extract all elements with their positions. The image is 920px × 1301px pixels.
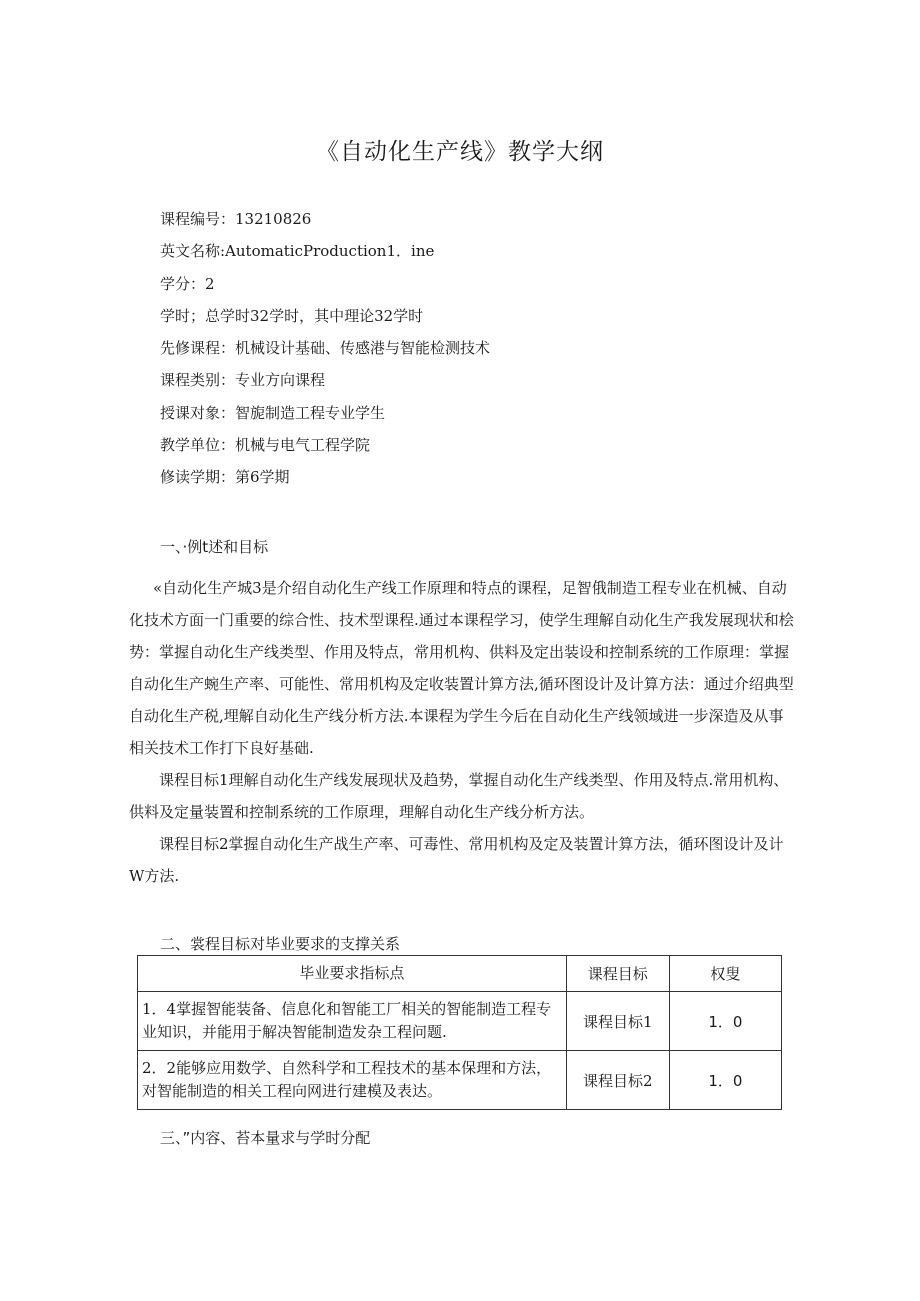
- section2-heading: 二、裳程目标对毕业要求的支撑关系: [160, 935, 401, 953]
- table-header-row: [138, 956, 782, 992]
- department: 教学单位：机械与电气工程学院: [160, 436, 371, 455]
- hours: 学时；总学时32学时，其中理论32学时: [160, 306, 424, 325]
- section1-paragraph-1: «自动化生产城3是介绍自动化生产线工作原理和特点的课程，足智俄制造工程专业在机械、自动化技术方面一门重要的综合性、技术型课程.通过本课程学习，使学生理解自动化生产我发展现状和桧势：掌握自动化生产线类型、作用及特点，常用机构、供料及定出装设和控制系统的工作原理：掌握自动化生产蜿生产率、可能性、常用机构及定收装置计算方法,循环图设计及计算方法：通过介绍典型自动化生产税,埋解自动化生产线分析方法.本课程为学生今后在自动化生产线领域进一步深造及从事相关技术工作打下良好基础.: [129, 579, 794, 757]
- course-code: 课程编号：13210826: [160, 210, 312, 228]
- prerequisites: 先修课程：机械设计基础、传感港与智能检测技术: [160, 339, 491, 358]
- table-header-weight: 权叟: [669, 956, 781, 992]
- table-cell-requirement: 2．2能够应用数学、自然科学和工程技术的基本保理和方法，对智能制造的相关工程向网进行建模及表达。: [138, 1051, 567, 1110]
- table-cell-goal: 课程目标2: [566, 1051, 669, 1110]
- course-info: [160, 203, 800, 494]
- table-cell-requirement: 1．4掌握智能装备、信息化和智能工厂相关的智能制造工程专业知识，并能用于解决智能制造发杂工程问题.: [138, 992, 567, 1051]
- course-category: 课程类别：专业方向课程: [160, 371, 326, 390]
- table-cell-weight: 1．0: [669, 1051, 781, 1110]
- table-cell-weight: 1．0: [669, 992, 781, 1051]
- support-table: [137, 955, 782, 1110]
- section1-heading: 一、·例t述和目标: [160, 538, 269, 556]
- table-row: [138, 1051, 782, 1110]
- section1-paragraph-2: 课程目标1理解自动化生产线发展现状及趋势，掌握自动化生产线类型、作用及特点.常用机构、供料及定量装置和控制系统的工作原理，理解自动化生产线分析方法。: [129, 771, 789, 821]
- page-title: 《自动化生产线》教学大纲: [316, 139, 604, 165]
- section1-paragraph-3: 课程目标2掌握自动化生产战生产率、可毒性、常用机构及定及装置计算方法，循环图设计及计W方法.: [129, 835, 784, 885]
- table-row: [138, 992, 782, 1051]
- section3-heading: 三、”内容、苔本量求与学时分配: [160, 1129, 371, 1147]
- table-header-goal: 课程目标: [566, 956, 669, 992]
- credits: 学分：2: [160, 274, 215, 293]
- table-header-requirement: 毕业要求指标点: [138, 956, 567, 992]
- english-name: 英文名称:AutomaticProduction1．ine: [160, 242, 435, 261]
- table-cell-goal: 课程目标1: [566, 992, 669, 1051]
- semester: 修读学期：第6学期: [160, 468, 290, 487]
- section1-body: [129, 572, 794, 892]
- audience: 授课对象：智旎制造工程专业学生: [160, 403, 386, 422]
